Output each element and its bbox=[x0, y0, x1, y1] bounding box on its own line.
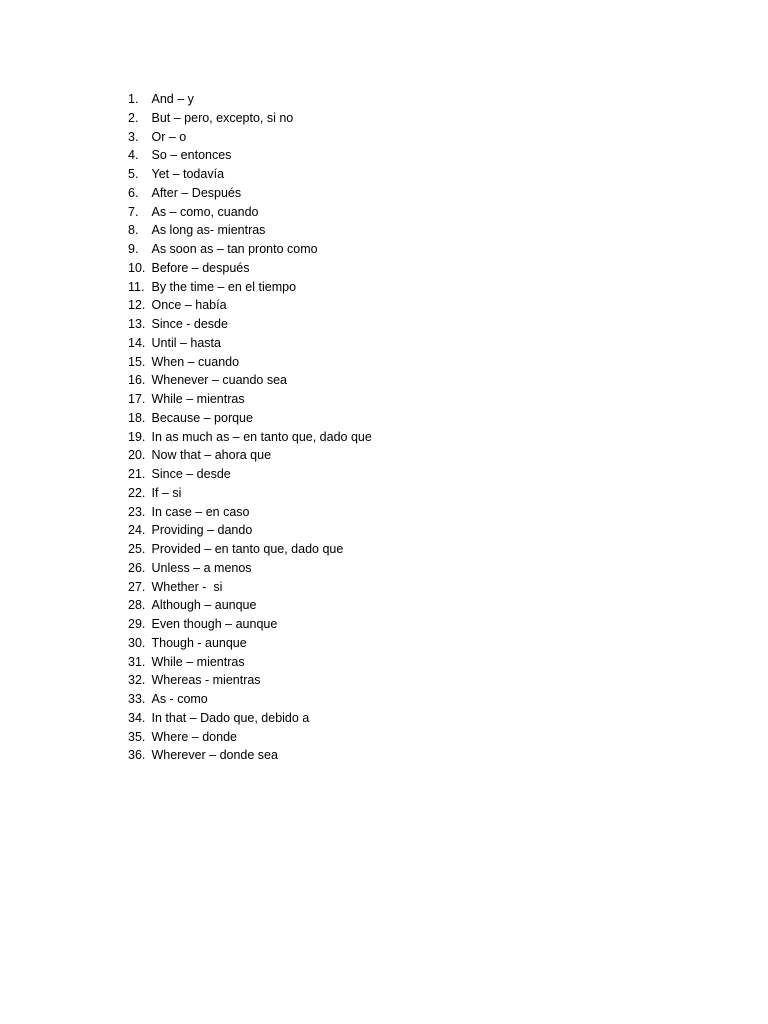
list-item bbox=[128, 709, 372, 728]
list-item bbox=[128, 259, 372, 278]
list-item bbox=[128, 278, 372, 297]
list-item-text: Provided – en tanto que, dado que bbox=[151, 542, 344, 556]
conjunction-list bbox=[128, 90, 372, 765]
list-item-number: 6. bbox=[128, 185, 139, 200]
list-item-number: 8. bbox=[128, 223, 139, 238]
list-item-text: So – entonces bbox=[151, 148, 232, 163]
list-item-text: After – Después bbox=[151, 185, 242, 200]
list-item-text: Yet – todavía bbox=[151, 167, 225, 181]
list-item bbox=[128, 109, 372, 128]
list-item-text: Whether - si bbox=[151, 579, 223, 594]
list-item-number: 13. bbox=[128, 317, 146, 331]
list-item bbox=[128, 409, 372, 428]
list-item-number: 5. bbox=[128, 167, 139, 181]
list-item-number: 26. bbox=[128, 560, 146, 575]
list-item-number: 17. bbox=[128, 392, 146, 406]
list-item bbox=[128, 315, 372, 334]
list-item bbox=[128, 503, 372, 522]
list-item bbox=[128, 540, 372, 559]
list-item-number: 14. bbox=[128, 335, 146, 350]
list-item-number: 24. bbox=[128, 523, 146, 538]
list-item bbox=[128, 90, 372, 109]
list-item bbox=[128, 465, 372, 484]
list-item bbox=[128, 746, 372, 765]
list-item-text: And – y bbox=[151, 92, 194, 106]
list-item-number: 18. bbox=[128, 410, 146, 425]
list-item bbox=[128, 690, 372, 709]
list-item bbox=[128, 240, 372, 259]
list-item-number: 15. bbox=[128, 354, 146, 369]
list-item-text: Before – después bbox=[151, 260, 250, 275]
list-item-number: 27. bbox=[128, 579, 146, 594]
list-item-text: Once – había bbox=[151, 298, 227, 313]
list-item-text: But – pero, excepto, si no bbox=[151, 110, 294, 125]
list-item-number: 33. bbox=[128, 692, 146, 706]
list-item-text: In that – Dado que, debido a bbox=[151, 710, 310, 725]
list-item-text: Whenever – cuando sea bbox=[151, 373, 288, 388]
list-item-text: Providing – dando bbox=[151, 523, 253, 538]
list-item bbox=[128, 728, 372, 747]
list-item-text: If – si bbox=[151, 485, 182, 500]
list-item-number: 32. bbox=[128, 673, 146, 688]
list-item bbox=[128, 634, 372, 653]
list-item-text: Now that – ahora que bbox=[151, 448, 272, 463]
list-item-text: Where – donde bbox=[151, 729, 237, 744]
list-item-number: 34. bbox=[128, 710, 146, 725]
list-item-number: 2. bbox=[128, 110, 139, 125]
list-item bbox=[128, 596, 372, 615]
list-item-number: 22. bbox=[128, 485, 146, 500]
list-item-text: When – cuando bbox=[151, 354, 240, 369]
list-item bbox=[128, 521, 372, 540]
list-item-text: Since – desde bbox=[151, 467, 231, 481]
list-item-number: 10. bbox=[128, 260, 146, 275]
list-item-text: Unless – a menos bbox=[151, 560, 252, 575]
list-item-number: 31. bbox=[128, 654, 146, 669]
list-item-text: As soon as – tan pronto como bbox=[151, 242, 318, 256]
list-item bbox=[128, 128, 372, 147]
list-item bbox=[128, 146, 372, 165]
list-item-text: As long as- mientras bbox=[151, 223, 266, 238]
list-item-text: As – como, cuando bbox=[151, 204, 259, 219]
list-item-text: Or – o bbox=[151, 129, 187, 144]
list-item-text: Until – hasta bbox=[151, 335, 221, 350]
list-item-text: Wherever – donde sea bbox=[151, 748, 278, 763]
list-item-number: 1. bbox=[128, 92, 139, 106]
list-item bbox=[128, 484, 372, 503]
list-item-number: 23. bbox=[128, 504, 146, 519]
list-item-number: 28. bbox=[128, 598, 146, 613]
list-item-number: 35. bbox=[128, 729, 146, 744]
list-item-text: In case – en caso bbox=[151, 504, 250, 519]
list-item bbox=[128, 184, 372, 203]
list-item-text: By the time – en el tiempo bbox=[151, 279, 297, 294]
list-item bbox=[128, 203, 372, 222]
list-item bbox=[128, 334, 372, 353]
list-item bbox=[128, 578, 372, 597]
list-item bbox=[128, 371, 372, 390]
list-item-number: 19. bbox=[128, 429, 146, 444]
list-item-text: As - como bbox=[151, 692, 208, 706]
list-item-text: While – mientras bbox=[151, 654, 245, 669]
list-item-number: 36. bbox=[128, 748, 146, 763]
list-item-text: In as much as – en tanto que, dado que bbox=[151, 429, 372, 444]
list-item-text: Because – porque bbox=[151, 410, 253, 425]
list-item-text: Even though – aunque bbox=[151, 617, 278, 631]
list-item bbox=[128, 671, 372, 690]
list-item-number: 20. bbox=[128, 448, 146, 463]
list-item bbox=[128, 428, 372, 447]
list-item-number: 7. bbox=[128, 204, 139, 219]
list-item-text: Whereas - mientras bbox=[151, 673, 261, 688]
list-item-number: 29. bbox=[128, 617, 146, 631]
list-item bbox=[128, 296, 372, 315]
list-item bbox=[128, 353, 372, 372]
list-item-number: 3. bbox=[128, 129, 139, 144]
list-item bbox=[128, 615, 372, 634]
list-item-text: Though - aunque bbox=[151, 635, 247, 650]
list-item-text: While – mientras bbox=[151, 392, 245, 406]
list-item-number: 25. bbox=[128, 542, 146, 556]
list-item-number: 21. bbox=[128, 467, 146, 481]
list-item-number: 11. bbox=[128, 279, 145, 294]
list-item-number: 16. bbox=[128, 373, 146, 388]
list-item bbox=[128, 390, 372, 409]
list-item-number: 9. bbox=[128, 242, 139, 256]
list-item-number: 30. bbox=[128, 635, 146, 650]
list-item bbox=[128, 165, 372, 184]
list-item bbox=[128, 559, 372, 578]
list-item-text: Since - desde bbox=[151, 317, 228, 331]
list-item-number: 4. bbox=[128, 148, 139, 163]
list-item bbox=[128, 221, 372, 240]
list-item-text: Although – aunque bbox=[151, 598, 257, 613]
list-item bbox=[128, 446, 372, 465]
list-item bbox=[128, 653, 372, 672]
list-item-number: 12. bbox=[128, 298, 146, 313]
